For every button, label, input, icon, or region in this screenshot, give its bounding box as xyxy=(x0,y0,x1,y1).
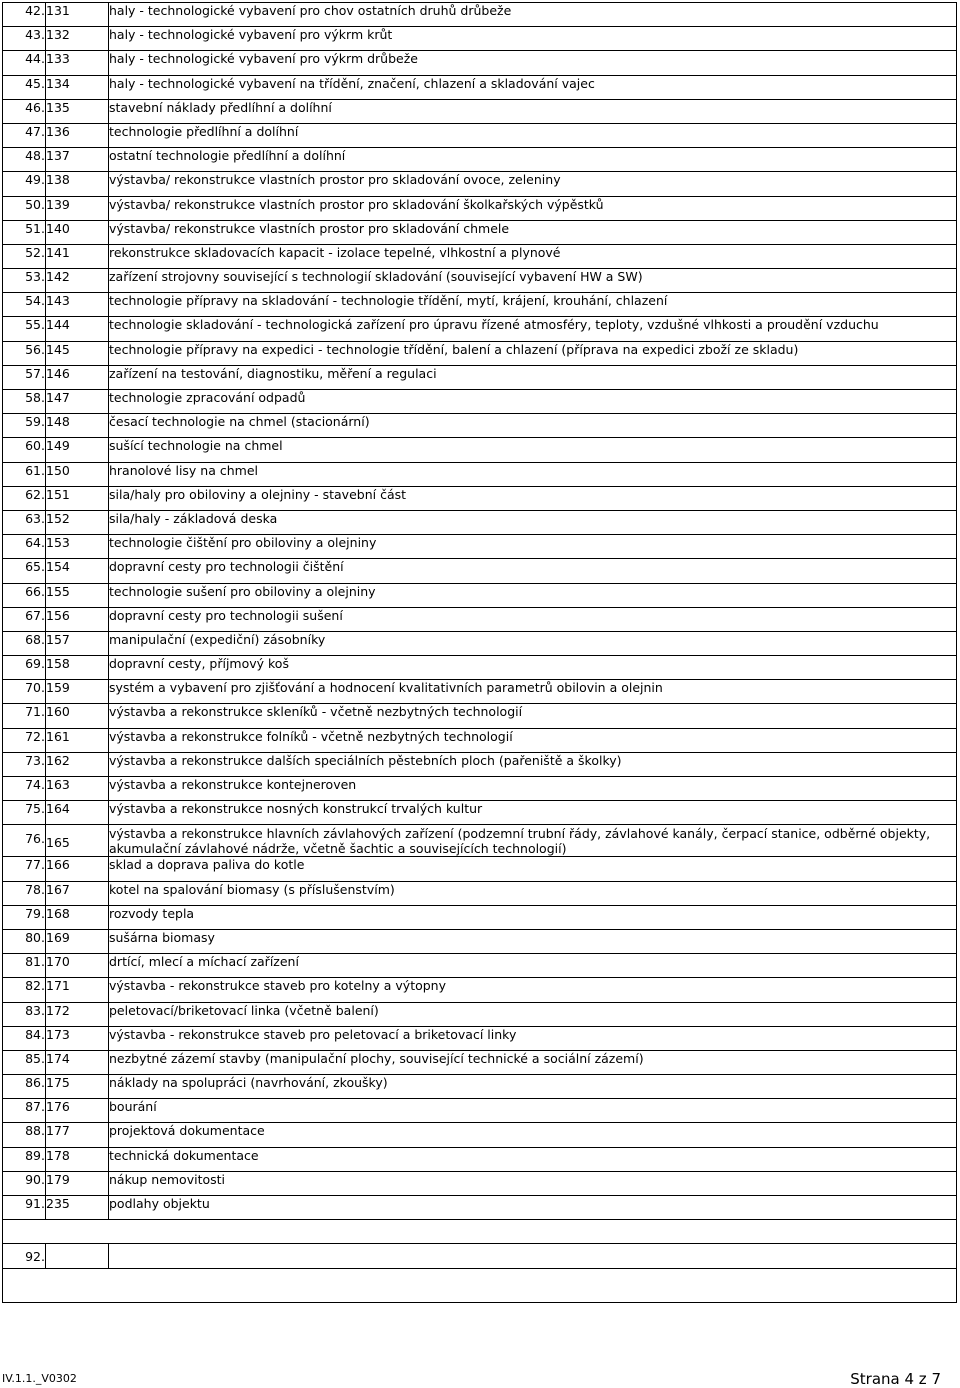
item-code: 131 xyxy=(46,3,109,27)
table-row xyxy=(3,220,957,244)
item-code: 143 xyxy=(46,293,109,317)
item-code: 173 xyxy=(46,1026,109,1050)
row-number: 81. xyxy=(3,954,46,978)
row-number: 50. xyxy=(3,196,46,220)
table-row xyxy=(3,1147,957,1171)
row-number: 90. xyxy=(3,1171,46,1195)
table-row xyxy=(3,365,957,389)
item-code: 158 xyxy=(46,656,109,680)
item-code: 176 xyxy=(46,1099,109,1123)
table-row xyxy=(3,954,957,978)
item-description: výstavba a rekonstrukce kontejneroven xyxy=(109,777,957,801)
item-code: 147 xyxy=(46,390,109,414)
item-code: 167 xyxy=(46,881,109,905)
item-description xyxy=(109,1244,957,1268)
row-number: 60. xyxy=(3,438,46,462)
item-description: výstavba a rekonstrukce nosných konstrukcí trvalých kultur xyxy=(109,801,957,825)
item-code: 169 xyxy=(46,929,109,953)
item-code: 174 xyxy=(46,1050,109,1074)
row-number: 52. xyxy=(3,244,46,268)
item-code: 156 xyxy=(46,607,109,631)
item-description: projektová dokumentace xyxy=(109,1123,957,1147)
table-row xyxy=(3,293,957,317)
item-description: výstavba/ rekonstrukce vlastních prostor pro skladování školkařských výpěstků xyxy=(109,196,957,220)
row-number: 91. xyxy=(3,1196,46,1220)
table-row xyxy=(3,607,957,631)
table-row xyxy=(3,438,957,462)
row-number: 71. xyxy=(3,704,46,728)
item-code: 164 xyxy=(46,801,109,825)
row-number: 56. xyxy=(3,341,46,365)
item-description: dopravní cesty pro technologii čištění xyxy=(109,559,957,583)
item-description: výstavba - rekonstrukce staveb pro kotelny a výtopny xyxy=(109,978,957,1002)
table-tail xyxy=(3,1268,957,1302)
cost-items-table xyxy=(2,2,957,1303)
item-code: 154 xyxy=(46,559,109,583)
table-row xyxy=(3,99,957,123)
page-number: Strana 4 z 7 xyxy=(850,1370,941,1388)
item-code: 137 xyxy=(46,148,109,172)
table-row xyxy=(3,390,957,414)
item-code: 136 xyxy=(46,123,109,147)
item-description: podlahy objektu xyxy=(109,1196,957,1220)
item-code: 142 xyxy=(46,269,109,293)
item-description: nezbytné zázemí stavby (manipulační plochy, související technické a sociální zázemí) xyxy=(109,1050,957,1074)
item-description: ostatní technologie předlíhní a dolíhní xyxy=(109,148,957,172)
item-code: 161 xyxy=(46,728,109,752)
row-number: 87. xyxy=(3,1099,46,1123)
item-description: technologie předlíhní a dolíhní xyxy=(109,123,957,147)
item-code: 148 xyxy=(46,414,109,438)
item-description: rozvody tepla xyxy=(109,905,957,929)
form-code: IV.1.1._V0302 xyxy=(2,1372,77,1385)
row-number: 57. xyxy=(3,365,46,389)
table-row xyxy=(3,123,957,147)
row-number: 65. xyxy=(3,559,46,583)
table-row xyxy=(3,929,957,953)
item-description: sušící technologie na chmel xyxy=(109,438,957,462)
row-number: 61. xyxy=(3,462,46,486)
row-number: 43. xyxy=(3,27,46,51)
table-row xyxy=(3,1050,957,1074)
item-code: 152 xyxy=(46,510,109,534)
table-row xyxy=(3,680,957,704)
item-code: 177 xyxy=(46,1123,109,1147)
item-code: 133 xyxy=(46,51,109,75)
row-number: 70. xyxy=(3,680,46,704)
table-row xyxy=(3,631,957,655)
item-description: technologie přípravy na expedici - technologie třídění, balení a chlazení (příprava na expedici zboží ze skladu) xyxy=(109,341,957,365)
table-row xyxy=(3,1123,957,1147)
item-description: peletovací/briketovací linka (včetně balení) xyxy=(109,1002,957,1026)
item-description: náklady na spolupráci (navrhování, zkoušky) xyxy=(109,1075,957,1099)
table-row xyxy=(3,148,957,172)
row-number: 89. xyxy=(3,1147,46,1171)
table-row xyxy=(3,27,957,51)
table-row xyxy=(3,825,957,857)
item-code: 144 xyxy=(46,317,109,341)
item-description: dopravní cesty, příjmový koš xyxy=(109,656,957,680)
row-number: 47. xyxy=(3,123,46,147)
table-row xyxy=(3,1099,957,1123)
item-description: dopravní cesty pro technologii sušení xyxy=(109,607,957,631)
item-description: výstavba - rekonstrukce staveb pro peletovací a briketovací linky xyxy=(109,1026,957,1050)
table-row xyxy=(3,51,957,75)
item-code: 165 xyxy=(46,825,109,857)
item-description: haly - technologické vybavení pro chov ostatních druhů drůbeže xyxy=(109,3,957,27)
row-number: 72. xyxy=(3,728,46,752)
table-row xyxy=(3,269,957,293)
table-row xyxy=(3,341,957,365)
row-number: 42. xyxy=(3,3,46,27)
item-description: stavební náklady předlíhní a dolíhní xyxy=(109,99,957,123)
item-code: 141 xyxy=(46,244,109,268)
row-number: 88. xyxy=(3,1123,46,1147)
item-code: 157 xyxy=(46,631,109,655)
item-description: sila/haly pro obiloviny a olejniny - stavební část xyxy=(109,486,957,510)
table-row xyxy=(3,3,957,27)
table-row xyxy=(3,1244,957,1268)
item-description: manipulační (expediční) zásobníky xyxy=(109,631,957,655)
table-row xyxy=(3,881,957,905)
row-number: 73. xyxy=(3,752,46,776)
table-row xyxy=(3,75,957,99)
item-description: nákup nemovitosti xyxy=(109,1171,957,1195)
row-number: 80. xyxy=(3,929,46,953)
item-description: systém a vybavení pro zjišťování a hodnocení kvalitativních parametrů obilovin a olejnin xyxy=(109,680,957,704)
item-description: haly - technologické vybavení pro výkrm drůbeže xyxy=(109,51,957,75)
item-code: 153 xyxy=(46,535,109,559)
table-row xyxy=(3,559,957,583)
row-number: 75. xyxy=(3,801,46,825)
table-row xyxy=(3,777,957,801)
row-number: 55. xyxy=(3,317,46,341)
item-description: česací technologie na chmel (stacionární) xyxy=(109,414,957,438)
table-row xyxy=(3,510,957,534)
item-description: sklad a doprava paliva do kotle xyxy=(109,857,957,881)
item-description: zařízení strojovny související s technologií skladování (související vybavení HW a SW) xyxy=(109,269,957,293)
row-number: 48. xyxy=(3,148,46,172)
item-description: rekonstrukce skladovacích kapacit - izolace tepelné, vlhkostní a plynové xyxy=(109,244,957,268)
table-row xyxy=(3,244,957,268)
table-row xyxy=(3,905,957,929)
row-number: 67. xyxy=(3,607,46,631)
row-number: 83. xyxy=(3,1002,46,1026)
table-row xyxy=(3,1171,957,1195)
row-number: 85. xyxy=(3,1050,46,1074)
item-code: 145 xyxy=(46,341,109,365)
item-code: 140 xyxy=(46,220,109,244)
item-description: hranolové lisy na chmel xyxy=(109,462,957,486)
row-number: 45. xyxy=(3,75,46,99)
row-number: 59. xyxy=(3,414,46,438)
item-code: 171 xyxy=(46,978,109,1002)
item-description: haly - technologické vybavení na třídění, značení, chlazení a skladování vajec xyxy=(109,75,957,99)
table-row xyxy=(3,656,957,680)
row-number: 79. xyxy=(3,905,46,929)
table-row xyxy=(3,196,957,220)
table-row xyxy=(3,801,957,825)
table-row xyxy=(3,486,957,510)
item-description: technologie čištění pro obiloviny a olejniny xyxy=(109,535,957,559)
item-code: 139 xyxy=(46,196,109,220)
row-number: 82. xyxy=(3,978,46,1002)
item-description: technologie zpracování odpadů xyxy=(109,390,957,414)
item-description: bourání xyxy=(109,1099,957,1123)
item-description: výstavba/ rekonstrukce vlastních prostor pro skladování chmele xyxy=(109,220,957,244)
item-description: technická dokumentace xyxy=(109,1147,957,1171)
row-number: 44. xyxy=(3,51,46,75)
item-code: 150 xyxy=(46,462,109,486)
item-description: výstavba a rekonstrukce dalších speciálních pěstebních ploch (pařeniště a školky) xyxy=(109,752,957,776)
item-code: 162 xyxy=(46,752,109,776)
item-code: 132 xyxy=(46,27,109,51)
row-number: 92. xyxy=(3,1244,46,1268)
row-number: 63. xyxy=(3,510,46,534)
row-number: 77. xyxy=(3,857,46,881)
item-description: výstavba a rekonstrukce skleníků - včetně nezbytných technologií xyxy=(109,704,957,728)
table-row xyxy=(3,317,957,341)
item-description: haly - technologické vybavení pro výkrm krůt xyxy=(109,27,957,51)
item-code: 178 xyxy=(46,1147,109,1171)
table-row xyxy=(3,728,957,752)
item-code: 170 xyxy=(46,954,109,978)
item-code: 166 xyxy=(46,857,109,881)
item-code: 135 xyxy=(46,99,109,123)
table-row xyxy=(3,583,957,607)
item-code xyxy=(46,1244,109,1268)
table-row xyxy=(3,704,957,728)
item-description: drtící, mlecí a míchací zařízení xyxy=(109,954,957,978)
item-code: 179 xyxy=(46,1171,109,1195)
item-code: 134 xyxy=(46,75,109,99)
item-description: zařízení na testování, diagnostiku, měření a regulaci xyxy=(109,365,957,389)
table-row xyxy=(3,1196,957,1220)
row-number: 86. xyxy=(3,1075,46,1099)
table-row xyxy=(3,172,957,196)
table-row xyxy=(3,752,957,776)
table-row xyxy=(3,462,957,486)
table-row xyxy=(3,1026,957,1050)
table-row xyxy=(3,978,957,1002)
row-number: 69. xyxy=(3,656,46,680)
item-code: 146 xyxy=(46,365,109,389)
item-code: 160 xyxy=(46,704,109,728)
row-number: 68. xyxy=(3,631,46,655)
item-description: sušárna biomasy xyxy=(109,929,957,953)
row-number: 78. xyxy=(3,881,46,905)
item-description: výstavba a rekonstrukce folníků - včetně nezbytných technologií xyxy=(109,728,957,752)
item-description: technologie sušení pro obiloviny a olejniny xyxy=(109,583,957,607)
item-code: 235 xyxy=(46,1196,109,1220)
item-code: 159 xyxy=(46,680,109,704)
item-description: sila/haly - základová deska xyxy=(109,510,957,534)
row-number: 51. xyxy=(3,220,46,244)
item-code: 175 xyxy=(46,1075,109,1099)
item-code: 172 xyxy=(46,1002,109,1026)
item-code: 151 xyxy=(46,486,109,510)
row-number: 58. xyxy=(3,390,46,414)
table-row xyxy=(3,1002,957,1026)
row-number: 66. xyxy=(3,583,46,607)
item-code: 155 xyxy=(46,583,109,607)
row-number: 84. xyxy=(3,1026,46,1050)
row-number: 64. xyxy=(3,535,46,559)
row-number: 46. xyxy=(3,99,46,123)
item-code: 168 xyxy=(46,905,109,929)
table-row xyxy=(3,857,957,881)
spacer-row xyxy=(3,1220,957,1244)
item-code: 149 xyxy=(46,438,109,462)
item-description: kotel na spalování biomasy (s příslušenstvím) xyxy=(109,881,957,905)
item-description: výstavba a rekonstrukce hlavních závlahových zařízení (podzemní trubní řády, závlahové kanály, čerpací stanice, odběrné objekty, akumulační závlahové nádrže, včetně šachtic a souvisejících technologií) xyxy=(109,825,957,857)
table-row xyxy=(3,414,957,438)
item-description: technologie skladování - technologická zařízení pro úpravu řízené atmosféry, teploty, vzdušné vlhkosti a proudění vzduchu xyxy=(109,317,957,341)
item-code: 163 xyxy=(46,777,109,801)
row-number: 62. xyxy=(3,486,46,510)
row-number: 49. xyxy=(3,172,46,196)
row-number: 74. xyxy=(3,777,46,801)
item-code: 138 xyxy=(46,172,109,196)
row-number: 53. xyxy=(3,269,46,293)
table-row xyxy=(3,1075,957,1099)
item-description: technologie přípravy na skladování - technologie třídění, mytí, krájení, krouhání, chlazení xyxy=(109,293,957,317)
row-number: 76. xyxy=(3,825,46,857)
table-row xyxy=(3,535,957,559)
item-description: výstavba/ rekonstrukce vlastních prostor pro skladování ovoce, zeleniny xyxy=(109,172,957,196)
row-number: 54. xyxy=(3,293,46,317)
